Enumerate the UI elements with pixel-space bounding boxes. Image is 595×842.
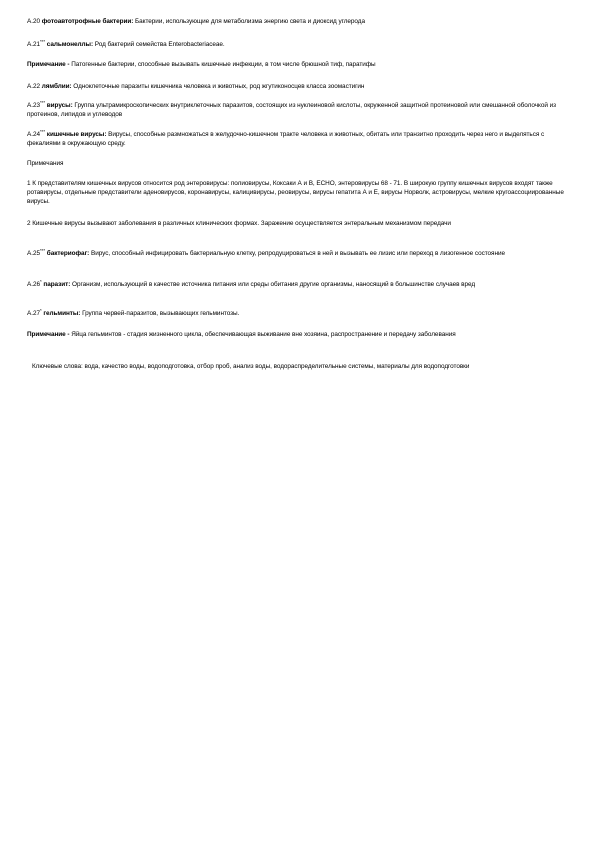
note-a27 [27, 330, 573, 339]
entry-footnote-mark: *** [39, 99, 46, 105]
term-entry-a20 [27, 17, 573, 26]
note-label: Примечание - [27, 331, 70, 338]
entry-footnote-mark: *** [39, 128, 46, 134]
entry-text: Организм, использующий в качестве источника питания или среды обитания другие организмы, наносящий в большинстве случаев вред [72, 281, 476, 288]
entry-term: бактериофаг: [46, 250, 90, 257]
entry-term: паразит: [43, 281, 71, 288]
entry-text: Группа червей-паразитов, вызывающих гельминтозы. [82, 310, 240, 317]
term-entry-a23 [27, 101, 573, 119]
entry-number: А.20 [27, 18, 40, 25]
entry-footnote-mark: *** [39, 247, 46, 253]
term-entry-a21 [27, 40, 573, 49]
entry-footnote-mark: * [39, 278, 42, 284]
entry-text: Бактерии, использующие для метаболизма энергию света и диоксид углерода [135, 18, 365, 25]
entry-term: гельминты: [43, 310, 81, 317]
keywords: Ключевые слова: вода, качество воды, водоподготовка, отбор проб, анализ воды, водораспределительные системы, материалы для водоподготовки [32, 363, 470, 370]
note-text: Яйца гельминтов - стадия жизненного цикла, обеспечивающая выживание вне хозяина, распространение и передачу заболевания [71, 331, 456, 338]
entry-term: лямблии: [41, 83, 72, 90]
entry-number: А.23 [27, 102, 40, 109]
note-label: Примечание - [27, 61, 70, 68]
entry-number: А.24 [27, 131, 40, 138]
note-a21 [27, 60, 573, 69]
term-entry-a25 [27, 249, 573, 258]
term-entry-a22 [27, 82, 573, 91]
entry-text: Группа ультрамикроскопических внутриклеточных паразитов, состоящих из нуклеиновой кислоты, окруженной защитной протеиновой или смешанной оболочкой из протеинов, липидов и углеводов [27, 102, 556, 118]
entry-number: А.26 [27, 281, 40, 288]
entry-footnote-mark: * [39, 307, 42, 313]
entry-text: Вирусы, способные размножаться в желудочно-кишечном тракте человека и животных, обитать или транзитно проходить через него и выделяться с фекалиями в окружающую среду. [27, 131, 545, 147]
term-entry-a27 [27, 309, 573, 318]
entry-number: А.22 [27, 83, 40, 90]
entry-term: сальмонеллы: [46, 41, 94, 48]
entry-footnote-mark: *** [39, 38, 46, 44]
entry-number: А.27 [27, 310, 40, 317]
entry-term: вирусы: [46, 102, 73, 109]
entry-term: кишечные вирусы: [46, 131, 107, 138]
term-entry-a26 [27, 280, 573, 289]
note-1: 1 К представителям кишечных вирусов относится род энтеровирусы: полиовирусы, Коксаки А и В, ЕСНО, энтеровирусы 68 - 71. В широкую группу кишечных вирусов входят также ротавирусы, отдельные представители аденовирусов, коронавирусы, калицивирусы, реовирусы, вирусы гепатита А и Е, вирусы Норволк, астровирусы, мелкие кругоассоциированные вирусы. [27, 180, 564, 205]
entry-number: А.21 [27, 41, 40, 48]
entry-text: Одноклеточные паразиты кишечника человека и животных, род жгутиконосцев класса зоомастигин [73, 83, 365, 90]
term-entry-a24 [27, 130, 573, 148]
note-2: 2 Кишечные вирусы вызывают заболевания в различных клинических формах. Заражение осуществляется энтеральным механизмом передачи [27, 220, 451, 227]
entry-number: А.25 [27, 250, 40, 257]
entry-text: Вирус, способный инфицировать бактериальную клетку, репродуцироваться в ней и вызывать ее лизис или переход в лизогенное состояние [91, 250, 505, 257]
note-text: Патогенные бактерии, способные вызывать кишечные инфекции, в том числе брюшной тиф, паратифы [71, 61, 376, 68]
entry-text: Род бактерий семейства Enterobacteriaceae. [94, 41, 225, 48]
notes-heading: Примечания [27, 160, 64, 167]
entry-term: фотоавтотрофные бактерии: [41, 18, 134, 25]
